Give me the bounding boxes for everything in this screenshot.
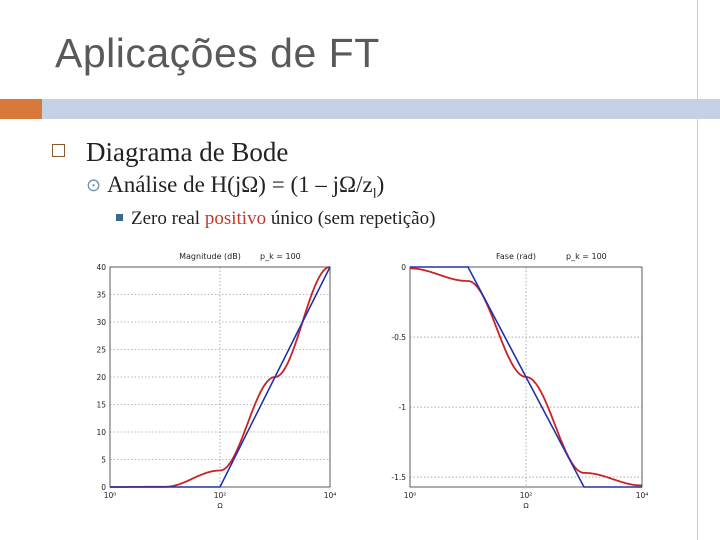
chart-annotation: p_k = 100 [260,252,301,261]
bullet2-end: ) [376,172,385,197]
bullet-level3 [116,208,435,230]
y-tick-label: 5 [101,455,106,465]
y-tick-label: 15 [96,400,106,410]
y-tick-label: -1.5 [391,473,406,483]
x-tick-label: 10⁰ [103,491,117,500]
y-tick-label: 10 [96,428,106,437]
title-accent-bar [0,99,42,119]
title-underline-bar [42,99,720,119]
y-tick-label: 0 [101,483,106,492]
x-tick-label: 10² [519,491,533,500]
circle-bullet-icon: ⊙ [86,175,102,195]
bullet3-highlight: positivo [204,208,267,229]
y-tick-label: 30 [96,318,106,327]
bullet2-text: Análise de H(jΩ) = (1 – jΩ/z [107,172,373,197]
chart-title: Fase (rad) [496,252,536,261]
bullet-level1 [52,137,288,168]
chart-annotation: p_k = 100 [566,252,607,261]
bullet3-post: único (sem repetição) [266,208,436,229]
slide-title: Aplicações de FT [55,30,380,76]
x-tick-label: 10² [213,491,227,500]
magnitude-chart [90,250,337,515]
y-tick-label: 25 [96,345,106,355]
x-axis-label: Ω [523,502,529,510]
phase-chart [380,250,655,515]
series-asymptote-line [410,267,642,487]
bullet-level2 [86,172,384,203]
bullet3-pre: Zero real [131,208,205,229]
y-tick-label: 40 [96,263,106,272]
y-tick-label: -1 [398,403,406,413]
x-axis-label: Ω [217,502,223,510]
x-tick-label: 10⁴ [635,491,649,500]
x-tick-label: 10⁴ [323,491,337,500]
bullet2-subscript: l [372,186,377,202]
filled-square-bullet-icon [116,214,123,221]
square-bullet-icon [52,144,65,157]
bullet1-text: Diagrama de Bode [86,137,289,167]
chart-title: Magnitude (dB) [179,252,241,261]
y-tick-label: 0 [401,263,406,272]
y-tick-label: -0.5 [391,333,406,343]
y-tick-label: 35 [96,290,106,300]
right-decorative-line [697,0,698,540]
x-tick-label: 10⁰ [403,491,417,500]
y-tick-label: 20 [96,373,106,382]
